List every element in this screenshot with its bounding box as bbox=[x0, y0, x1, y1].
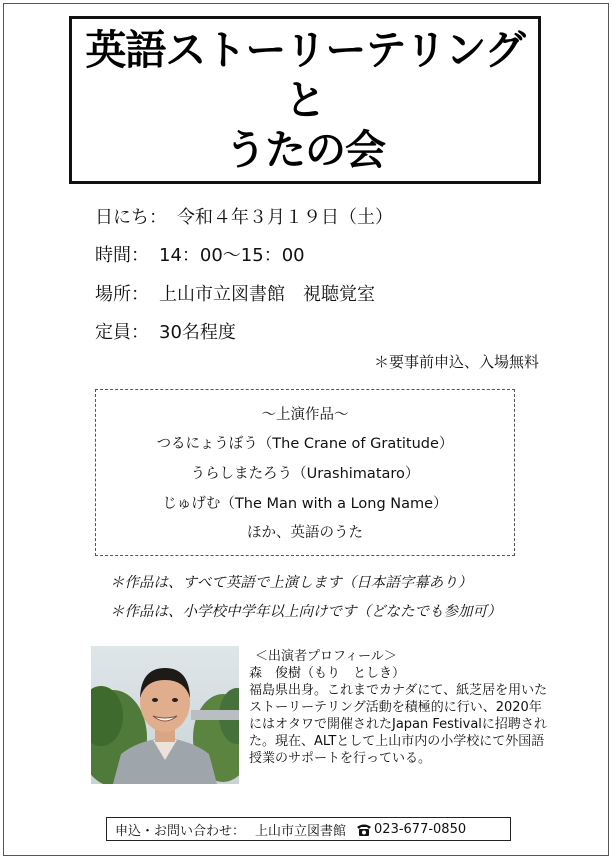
date-row bbox=[95, 203, 393, 229]
title-box bbox=[69, 16, 541, 184]
contact-box bbox=[106, 817, 511, 841]
capacity-label: 定員： bbox=[95, 322, 149, 343]
performer-photo bbox=[91, 646, 239, 784]
contact-phone: 023-677-0850 bbox=[374, 821, 467, 837]
profile-heading: ＜出演者プロフィール＞ bbox=[255, 649, 397, 664]
place-value: 上山市立図書館 視聴覚室 bbox=[159, 284, 375, 305]
time-value: 14：00〜15：00 bbox=[159, 245, 305, 266]
capacity-row bbox=[95, 318, 236, 344]
time-row bbox=[95, 241, 305, 267]
admission-note: ＊要事前申込、入場無料 bbox=[373, 353, 539, 371]
note-subtitles: ＊作品は、すべて英語で上演します（日本語字幕あり） bbox=[110, 575, 473, 591]
title-line-3: うたの会 bbox=[225, 126, 385, 174]
program-heading: 〜上演作品〜 bbox=[261, 406, 349, 423]
title-line-2: と bbox=[285, 76, 325, 124]
contact-label: 申込・お問い合わせ： bbox=[115, 823, 246, 839]
title-line-1: 英語ストーリーテリング bbox=[85, 26, 525, 74]
program-item: じゅげむ（The Man with a Long Name） bbox=[162, 495, 448, 512]
program-box bbox=[95, 389, 515, 556]
date-value: 令和４年３月１９日（土） bbox=[177, 207, 393, 228]
capacity-value: 30名程度 bbox=[159, 322, 236, 343]
date-label: 日にち： bbox=[95, 207, 167, 228]
place-label: 場所： bbox=[95, 284, 149, 305]
program-item: うらしまたろう（Urashimataro） bbox=[190, 465, 420, 482]
contact-venue: 上山市立図書館 bbox=[255, 823, 347, 839]
note-audience: ＊作品は、小学校中学年以上向けです（どなたでも参加可） bbox=[110, 604, 502, 620]
performer-profile bbox=[249, 648, 549, 767]
profile-name: 森 俊樹（もり としき） bbox=[249, 666, 406, 681]
profile-bio: 福島県出身。これまでカナダにて、紙芝居を用いたストーリーテリング活動を積極的に行い、2020年にはオタワで開催されたJapan Festivalに招聘された。現在、ALTとして上山市内の小学校にて外国語授業のサポートを行っている。 bbox=[249, 683, 548, 766]
program-item: ほか、英語のうた bbox=[247, 525, 363, 542]
phone-icon bbox=[356, 823, 372, 836]
time-label: 時間： bbox=[95, 245, 149, 266]
place-row bbox=[95, 280, 375, 306]
program-item: つるにょうぼう（The Crane of Gratitude） bbox=[156, 436, 454, 453]
